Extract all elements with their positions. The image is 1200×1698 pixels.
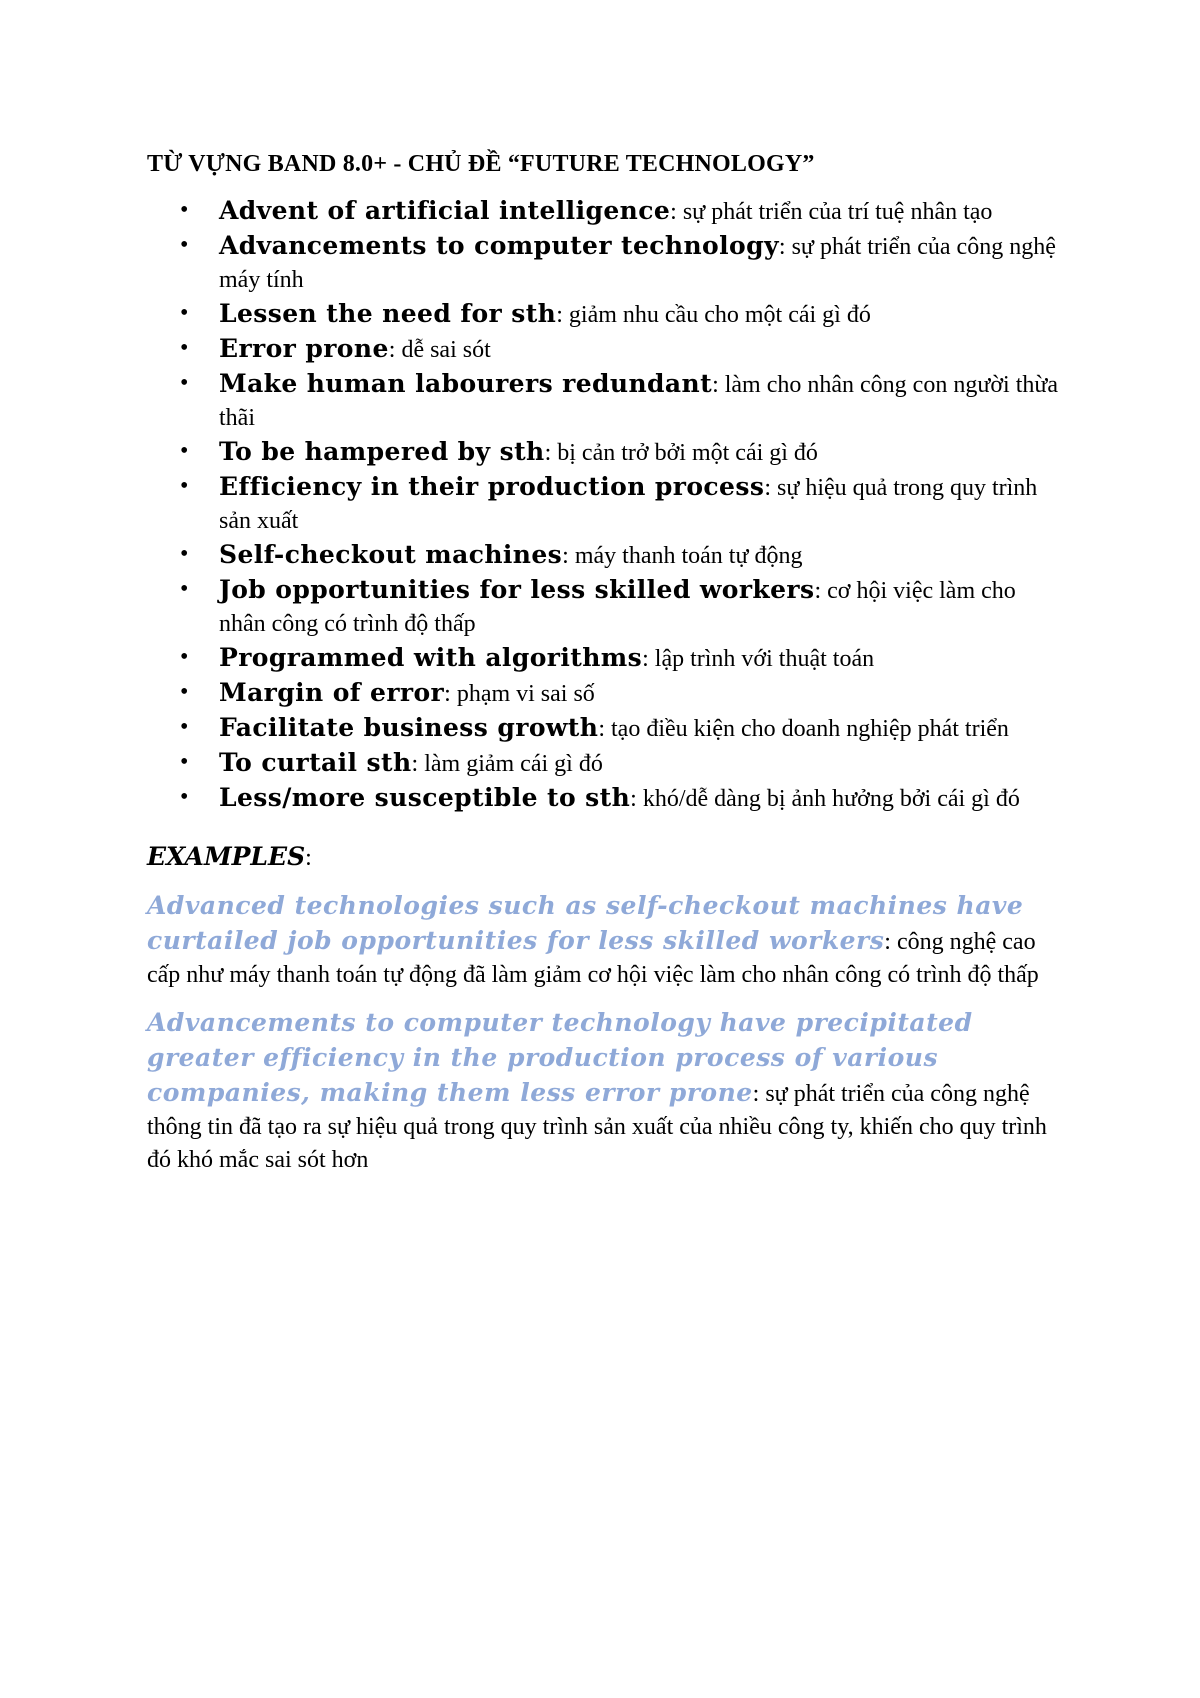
vocabulary-item (147, 746, 1067, 781)
vocabulary-term: To be hampered by sth (219, 437, 545, 466)
examples-heading-separator: : (305, 845, 312, 871)
bullet-icon: • (180, 784, 189, 810)
bullet-icon: • (180, 644, 189, 670)
vocabulary-meaning: phạm vi sai số (456, 681, 595, 707)
bullet-icon: • (180, 714, 189, 740)
vocabulary-meaning: cơ hội việc làm cho nhân công có trình độ thấp (219, 578, 1016, 637)
term-separator: : (778, 234, 786, 260)
vocabulary-meaning: bị cản trở bởi một cái gì đó (557, 440, 818, 466)
vocabulary-term: Advancements to computer technology (219, 231, 779, 260)
bullet-icon: • (180, 541, 189, 567)
bullet-icon: • (180, 335, 189, 361)
example-sentence (147, 1006, 1067, 1177)
vocabulary-item (147, 676, 1067, 711)
bullet-icon: • (180, 473, 189, 499)
bullet-icon: • (180, 438, 189, 464)
example-vietnamese: sự phát triển của công nghệ thông tin đã tạo ra sự hiệu quả trong quy trình sản xuất của nhiều công ty, khiến cho quy trình đó khó mắc sai sót hơn (147, 1081, 1047, 1173)
vocabulary-term: Lessen the need for sth (219, 299, 557, 328)
vocabulary-item (147, 573, 1067, 641)
vocabulary-list (147, 194, 1067, 816)
vocabulary-term: Less/more susceptible to sth (219, 783, 631, 812)
vocabulary-term: To curtail sth (219, 748, 412, 777)
vocabulary-item (147, 711, 1067, 746)
term-separator: : (444, 681, 451, 707)
term-separator: : (642, 646, 649, 672)
vocabulary-item (147, 435, 1067, 470)
term-separator: : (598, 716, 606, 742)
example-sentence (147, 889, 1067, 992)
example-separator: : (884, 929, 891, 955)
vocabulary-item (147, 538, 1067, 573)
example-vietnamese: công nghệ cao cấp như máy thanh toán tự động đã làm giảm cơ hội việc làm cho nhân công có trình độ thấp (147, 929, 1039, 988)
example-english: Advancements to computer technology have precipitated greater efficiency in the production process of various companies, making them less error prone (147, 1008, 973, 1107)
example-separator: : (752, 1081, 760, 1107)
term-separator: : (411, 751, 419, 777)
vocabulary-term: Advent of artificial intelligence (219, 196, 671, 225)
document-title: TỪ VỰNG BAND 8.0+ - CHỦ ĐỀ “FUTURE TECHNOLOGY” (147, 151, 815, 177)
vocabulary-item (147, 229, 1067, 297)
bullet-icon: • (180, 370, 189, 396)
term-separator: : (544, 440, 552, 466)
bullet-icon: • (180, 576, 189, 602)
term-separator: : (712, 372, 719, 398)
term-separator: : (388, 337, 396, 363)
vocabulary-term: Self-checkout machines (219, 540, 563, 569)
vocabulary-meaning: máy thanh toán tự động (574, 543, 803, 569)
vocabulary-meaning: sự hiệu quả trong quy trình sản xuất (219, 475, 1038, 534)
term-separator: : (630, 786, 637, 812)
bullet-icon: • (180, 749, 189, 775)
vocabulary-term: Make human labourers redundant (219, 369, 713, 398)
vocabulary-meaning: lập trình với thuật toán (654, 646, 875, 672)
vocabulary-item (147, 332, 1067, 367)
bullet-icon: • (180, 300, 189, 326)
examples-heading-text: EXAMPLES (147, 842, 306, 871)
vocabulary-term: Programmed with algorithms (219, 643, 643, 672)
vocabulary-item (147, 781, 1067, 816)
examples-heading (147, 840, 1067, 875)
term-separator: : (562, 543, 569, 569)
vocabulary-meaning: làm giảm cái gì đó (424, 751, 603, 777)
term-separator: : (556, 302, 563, 328)
vocabulary-meaning: làm cho nhân công con người thừa thãi (219, 372, 1059, 431)
vocabulary-meaning: sự phát triển của công nghệ máy tính (219, 234, 1056, 293)
example-english: Advanced technologies such as self-checkout machines have curtailed job opportunities for less skilled workers (147, 891, 1024, 955)
vocabulary-term: Efficiency in their production process (219, 472, 765, 501)
vocabulary-meaning: khó/dễ dàng bị ảnh hưởng bởi cái gì đó (642, 786, 1020, 812)
vocabulary-item (147, 194, 1067, 229)
term-separator: : (764, 475, 771, 501)
vocabulary-meaning: giảm nhu cầu cho một cái gì đó (568, 302, 871, 328)
vocabulary-meaning: dễ sai sót (401, 337, 491, 363)
bullet-icon: • (180, 232, 189, 258)
bullet-icon: • (180, 197, 189, 223)
vocabulary-item (147, 470, 1067, 538)
vocabulary-term: Error prone (219, 334, 389, 363)
vocabulary-meaning: tạo điều kiện cho doanh nghiệp phát triển (611, 716, 1009, 742)
vocabulary-meaning: sự phát triển của trí tuệ nhân tạo (682, 199, 993, 225)
bullet-icon: • (180, 679, 189, 705)
term-separator: : (814, 578, 822, 604)
vocabulary-item (147, 641, 1067, 676)
document-body (147, 148, 1067, 1191)
vocabulary-item (147, 367, 1067, 435)
vocabulary-item (147, 297, 1067, 332)
vocabulary-term: Facilitate business growth (219, 713, 599, 742)
term-separator: : (670, 199, 677, 225)
vocabulary-term: Margin of error (219, 678, 445, 707)
vocabulary-term: Job opportunities for less skilled workers (219, 575, 815, 604)
